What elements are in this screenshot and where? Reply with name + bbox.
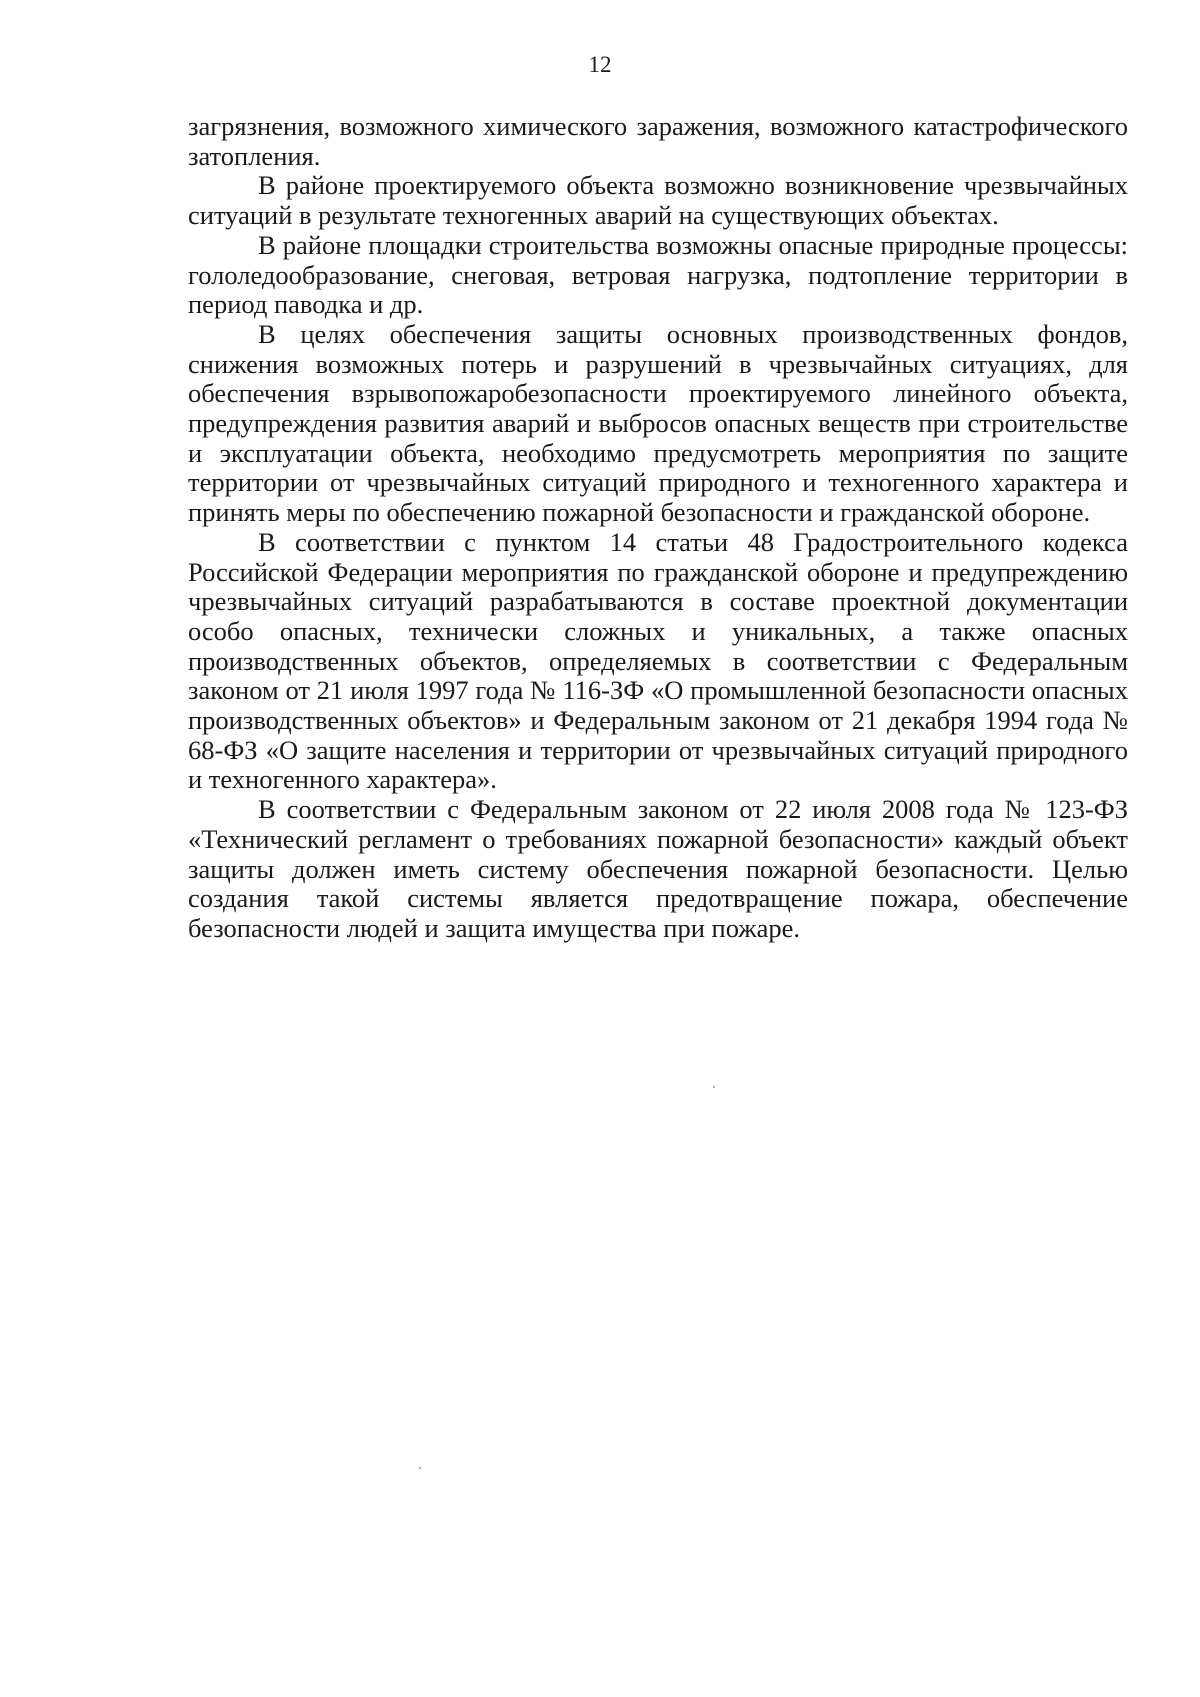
paragraph: В районе площадки строительства возможны опасные природные процессы: гололедообразование, снеговая, ветровая нагрузка, подтопление территории в период паводка и др. [188,229,1128,320]
paragraph: В соответствии с пунктом 14 статьи 48 Градостроительного кодекса Российской Федерации мероприятия по гражданской обороне и предупреждению чрезвычайных ситуаций разрабатываются в составе проектной документации особо опасных, технически сложных и уникальных, а также опасных производственных объектов, определяемых в соответствии с Федеральным законом от 21 июля 1997 года № 116-ЗФ «О промышленной безопасности опасных производственных объектов» и Федеральным законом от 21 декабря 1994 года № 68-ФЗ «О защите населения и территории от чрезвычайных ситуаций природного и техногенного характера». [188,526,1128,795]
paragraph: В соответствии с Федеральным законом от 22 июля 2008 года № 123-ФЗ «Технический регламент о требованиях пожарной безопасности» каждый объект защиты должен иметь систему обеспечения пожарной безопасности. Целью создания такой системы является предотвращение пожара, обеспечение безопасности людей и защита имущества при пожаре. [188,794,1128,943]
paragraph: В целях обеспечения защиты основных производственных фондов, снижения возможных потерь и разрушений в чрезвычайных ситуациях, для обеспечения взрывопожаробезопасности проектируемого линейного объекта, предупреждения развития аварий и выбросов опасных веществ при строительстве и эксплуатации объекта, необходимо предусмотреть мероприятия по защите территории от чрезвычайных ситуаций природного и техногенного характера и принять меры по обеспечению пожарной безопасности и гражданской обороне. [188,318,1128,528]
paragraph: загрязнения, возможного химического заражения, возможного катастрофического затопления. [188,111,1128,171]
page-number: 12 [588,52,612,77]
paragraph: В районе проектируемого объекта возможно возникновение чрезвычайных ситуаций в результате техногенных аварий на существующих объектах. [188,170,1128,231]
scan-speck [419,1467,421,1469]
scan-speck [713,1086,715,1088]
document-body [188,112,1128,944]
